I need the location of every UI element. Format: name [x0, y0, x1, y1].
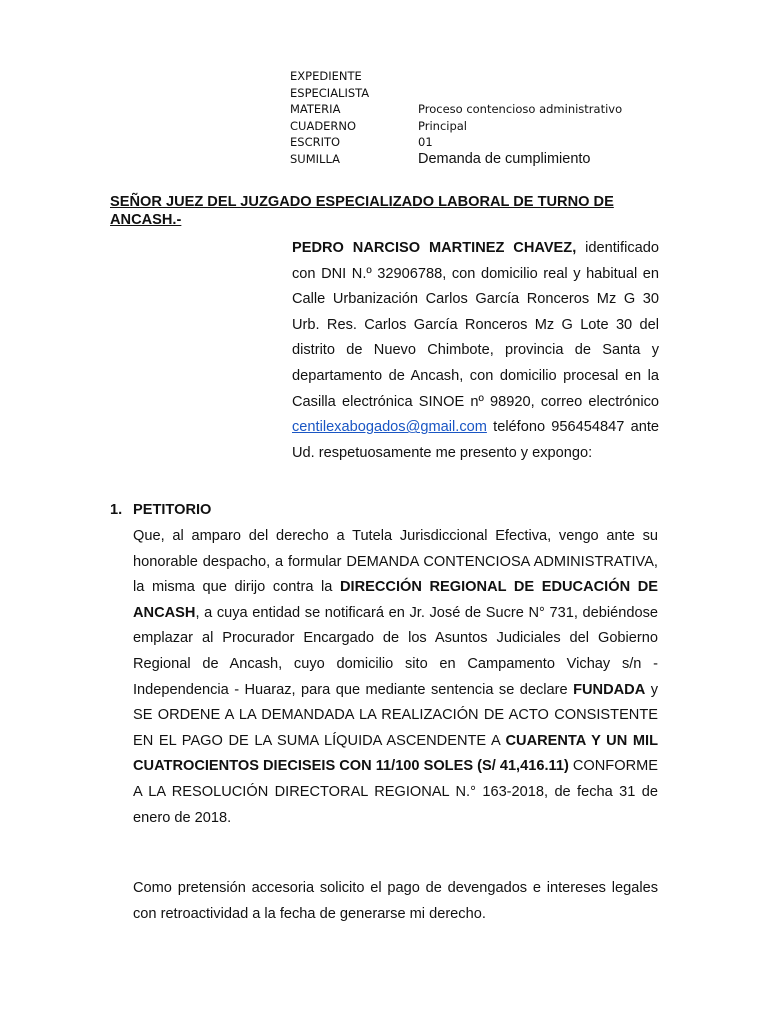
accessory-claim-paragraph: Como pretensión accesoria solicito el pago de devengados e intereses legales con retroactividad a la fecha de generarse mi derecho. [133, 880, 658, 922]
metadata-row-escrito [290, 134, 710, 151]
email-link[interactable]: centilexabogados@gmail.com [292, 419, 487, 436]
metadata-value [418, 68, 710, 85]
petitorio-text: CONFORME A LA RESOLUCIÓN DIRECTORAL REGIONAL N.° 163-2018, de fecha 31 de enero de 2018. [133, 758, 658, 826]
petitorio-paragraph [133, 524, 658, 831]
section-number: 1. [110, 502, 123, 518]
identification-text: identificado con DNI N.º 32906788, con domicilio real y habitual en Calle Urbanización Carlos García Ronceros Mz G 30 Urb. Res. Carlos García Ronceros Mz G Lote 30 del distrito de Nuevo Chimbote, provincia de Santa y departamento de Ancash, con domicilio procesal en la Casilla electrónica SINOE nº 98920, correo electrónico [292, 240, 659, 410]
metadata-label: ESCRITO [290, 135, 341, 150]
metadata-label: EXPEDIENTE [290, 69, 362, 83]
plaintiff-name: PEDRO NARCISO MARTINEZ CHAVEZ, [292, 240, 577, 256]
addressee-heading: SEÑOR JUEZ DEL JUZGADO ESPECIALIZADO LABORAL DE TURNO DE ANCASH.- [110, 194, 614, 228]
section-title: PETITORIO [133, 502, 212, 518]
metadata-row-especialista [290, 85, 710, 102]
petitorio-text: , a cuya entidad se notificará en Jr. José de Sucre N° 731, debiéndose emplazar al Procurador Encargado de los Asuntos Judiciales del Gobierno Regional de Ancash, cuyo domicilio sito en Campamento Vichay s/n - Independencia - Huaraz, para que mediante sentencia se declare [133, 604, 658, 698]
claimed-amount: CUARENTA Y UN MIL CUATROCIENTOS DIECISEIS CON 11/100 SOLES (S/ 41,416.11) [133, 732, 658, 775]
metadata-row-sumilla [290, 151, 710, 168]
metadata-row-materia [290, 101, 710, 118]
metadata-label: CUADERNO [290, 118, 357, 133]
metadata-label: MATERIA [290, 102, 341, 117]
fundada-term: FUNDADA [573, 681, 646, 698]
defendant-name: DIRECCIÓN REGIONAL DE EDUCACIÓN DE ANCASH [133, 579, 658, 621]
metadata-value: Principal [418, 118, 468, 133]
identification-paragraph [292, 236, 659, 466]
petitorio-text: y SE ORDENE A LA DEMANDADA LA REALIZACIÓN DE ACTO CONSISTENTE EN EL PAGO DE LA SUMA LÍQUIDA ASCENDENTE A [133, 681, 658, 749]
metadata-value: 01 [418, 135, 433, 150]
metadata-row-expediente [290, 68, 710, 85]
case-metadata-block [290, 68, 710, 168]
metadata-value: Demanda de cumplimiento [418, 150, 591, 167]
identification-text-end: teléfono 956454847 ante Ud. respetuosamente me presento y expongo: [292, 419, 659, 461]
section-heading-petitorio [110, 500, 211, 520]
metadata-row-cuaderno [290, 118, 710, 135]
metadata-label: ESPECIALISTA [290, 85, 370, 100]
metadata-label: SUMILLA [290, 151, 340, 166]
metadata-value [418, 85, 710, 102]
metadata-value: Proceso contencioso administrativo [418, 102, 623, 117]
petitorio-text: Que, al amparo del derecho a Tutela Jurisdiccional Efectiva, vengo ante su honorable despacho, a formular DEMANDA CONTENCIOSA ADMINISTRATIVA, la misma que dirijo contra la [133, 528, 658, 596]
